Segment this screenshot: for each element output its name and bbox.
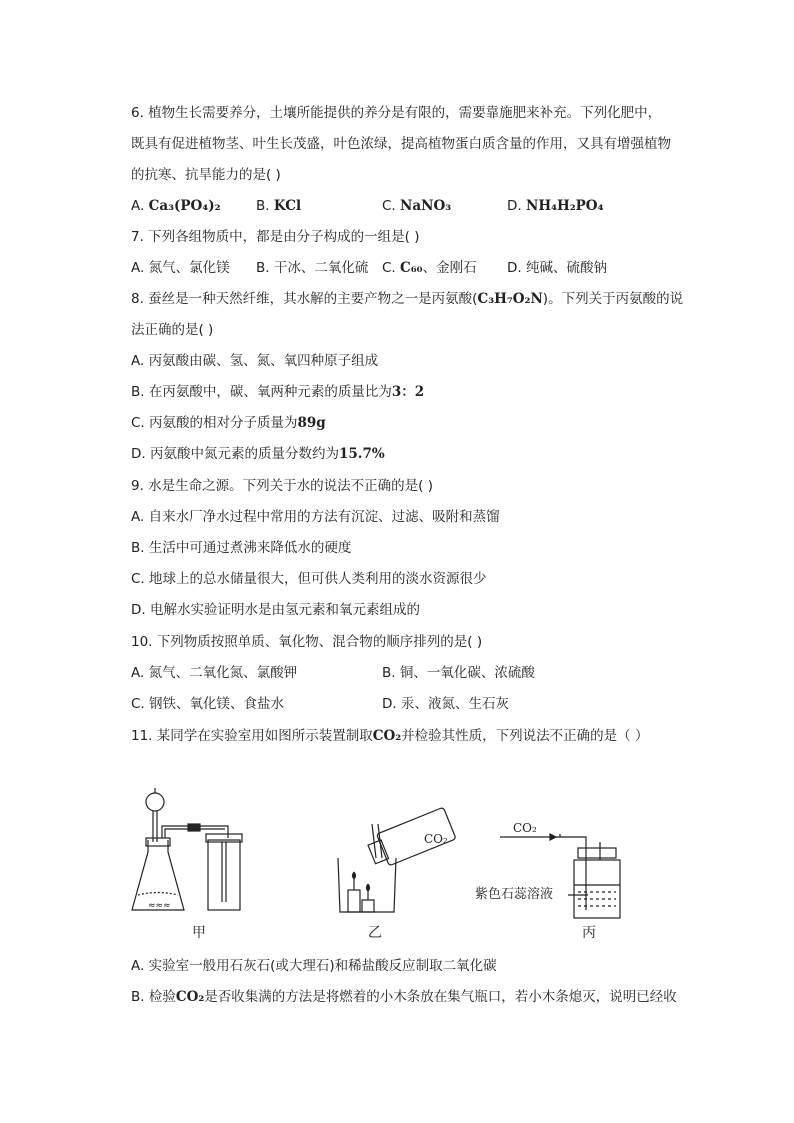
q6-stem-line2: 既具有促进植物茎、叶生长茂盛，叶色浓绿，提高植物蛋白质含量的作用，又具有增强植物 (131, 136, 671, 152)
litmus-label: 紫色石蕊溶液 (475, 887, 554, 902)
q9-option-b: B. 生活中可通过煮沸来降低水的硬度 (131, 540, 352, 556)
q9-stem: 9. 水是生命之源。下列关于水的说法不正确的是( ) (131, 478, 433, 494)
q6-option-d: D. NH₄H₂PO₄ (507, 198, 604, 214)
q7-stem: 7. 下列各组物质中，都是由分子构成的一组是( ) (131, 229, 420, 245)
q7-option-c: C. C₆₀、金刚石 (382, 260, 477, 276)
q8-stem-line2: 法正确的是( ) (131, 322, 214, 338)
q8-option-d: D. 丙氨酸中氮元素的质量分数约为15.7% (131, 446, 385, 462)
q10-option-b: B. 铜、一氧化碳、浓硫酸 (382, 665, 535, 681)
q10-stem: 10. 下列物质按照单质、氧化物、混合物的顺序排列的是( ) (131, 634, 483, 650)
svg-text:≈≈≈: ≈≈≈ (148, 901, 171, 911)
q8-option-b: B. 在丙氨酸中，碳、氧两种元素的质量比为3：2 (131, 384, 425, 400)
q8-option-c: C. 丙氨酸的相对分子质量为89g (131, 415, 326, 431)
q6-option-b: B. KCl (256, 198, 302, 214)
q8-stem-line1: 8. 蚕丝是一种天然纤维，其水解的主要产物之一是丙氨酸(C₃H₇O₂N)。下列关于丙氨酸的说 (131, 291, 684, 307)
q11-option-a: A. 实验室一般用石灰石(或大理石)和稀盐酸反应制取二氧化碳 (131, 958, 497, 974)
apparatus-bing (500, 834, 620, 918)
q10-option-d: D. 汞、液氮、生石灰 (382, 696, 509, 712)
q10-option-a: A. 氮气、二氧化氮、氯酸钾 (131, 665, 298, 681)
q9-option-d: D. 电解水实验证明水是由氢元素和氧元素组成的 (131, 602, 420, 618)
q6-option-a: A. Ca₃(PO₄)₂ (131, 198, 221, 214)
q9-option-a: A. 自来水厂净水过程中常用的方法有沉淀、过滤、吸附和蒸馏 (131, 509, 500, 525)
co2-bottle-label: CO₂ (424, 832, 448, 846)
q10-option-c: C. 钢铁、氧化镁、食盐水 (131, 696, 285, 712)
apparatus-jia (132, 788, 242, 911)
co2-arrow-label: CO₂ (513, 821, 537, 835)
apparatus-yi (338, 807, 456, 912)
label-bing: 丙 (582, 925, 596, 941)
q7-option-a: A. 氮气、氯化镁 (131, 260, 230, 276)
label-jia: 甲 (192, 925, 206, 941)
label-yi: 乙 (368, 925, 382, 941)
q7-option-d: D. 纯碱、硫酸钠 (507, 260, 607, 276)
q6-stem-line3: 的抗寒、抗旱能力的是( ) (131, 167, 281, 183)
q7-option-b: B. 干冰、二氧化硫 (256, 260, 369, 276)
q6-stem-line1: 6. 植物生长需要养分，土壤所能提供的养分是有限的，需要靠施肥来补充。下列化肥中， (131, 105, 662, 121)
q6-option-c: C. NaNO₃ (382, 198, 452, 214)
q11-option-b: B. 检验CO₂是否收集满的方法是将燃着的小木条放在集气瓶口，若小木条熄灭，说明已经收 (131, 989, 677, 1005)
q9-option-c: C. 地球上的总水储量很大，但可供人类利用的淡水资源很少 (131, 571, 487, 587)
q8-option-a: A. 丙氨酸由碳、氢、氮、氧四种原子组成 (131, 353, 379, 369)
q11-stem: 11. 某同学在实验室用如图所示装置制取CO₂并检验其性质，下列说法不正确的是（ ） (131, 728, 649, 744)
apparatus-figure (0, 780, 794, 950)
